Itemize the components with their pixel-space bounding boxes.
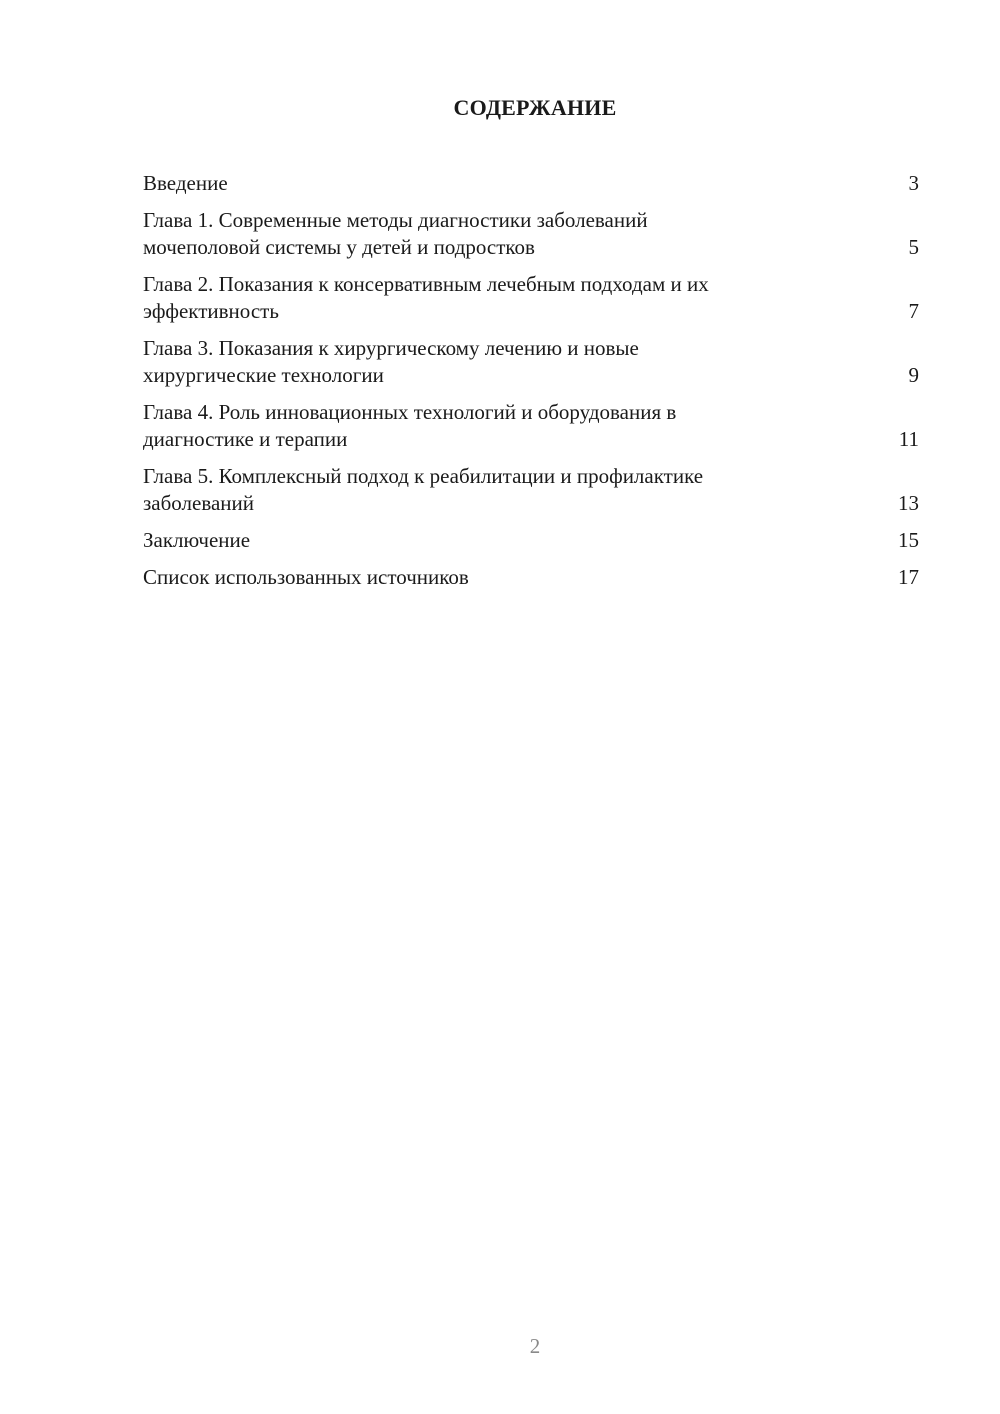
toc-entry-introduction	[143, 170, 919, 197]
toc-entry-chapter-3	[143, 335, 919, 389]
toc-entry-page: 11	[898, 427, 919, 451]
toc-entry-page: 3	[908, 171, 919, 195]
toc-entry-page: 5	[908, 235, 919, 259]
toc-entry-chapter-2	[143, 271, 919, 325]
toc-entry-references	[143, 564, 919, 591]
toc-entry-label: Глава 1. Современные методы диагностики заболеваний мочеполовой системы у детей и подростков	[143, 208, 648, 259]
page-title: СОДЕРЖАНИЕ	[453, 95, 617, 120]
toc-entry-label: Глава 5. Комплексный подход к реабилитации и профилактике заболеваний	[143, 464, 704, 515]
toc-entry-label: Введение	[143, 171, 228, 195]
toc-entry-label: Глава 4. Роль инновационных технологий и оборудования в диагностике и терапии	[143, 400, 677, 451]
page-number: 2	[529, 1334, 541, 1358]
toc-entry-chapter-4	[143, 399, 919, 453]
toc-entry-chapter-1	[143, 207, 919, 261]
toc-entry-page: 13	[898, 491, 919, 515]
toc-entry-conclusion	[143, 527, 919, 554]
toc-entry-label: Список использованных источников	[143, 565, 469, 589]
toc-entry-label: Глава 2. Показания к консервативным лечебным подходам и их эффективность	[143, 272, 709, 323]
toc-entry-page: 15	[898, 528, 919, 552]
table-of-contents	[143, 170, 919, 601]
toc-entry-label: Глава 3. Показания к хирургическому лечению и новые хирургические технологии	[143, 336, 639, 387]
toc-entry-page: 7	[908, 299, 919, 323]
toc-entry-page: 17	[898, 565, 919, 589]
toc-entry-chapter-5	[143, 463, 919, 517]
toc-entry-page: 9	[908, 363, 919, 387]
toc-entry-label: Заключение	[143, 528, 251, 552]
